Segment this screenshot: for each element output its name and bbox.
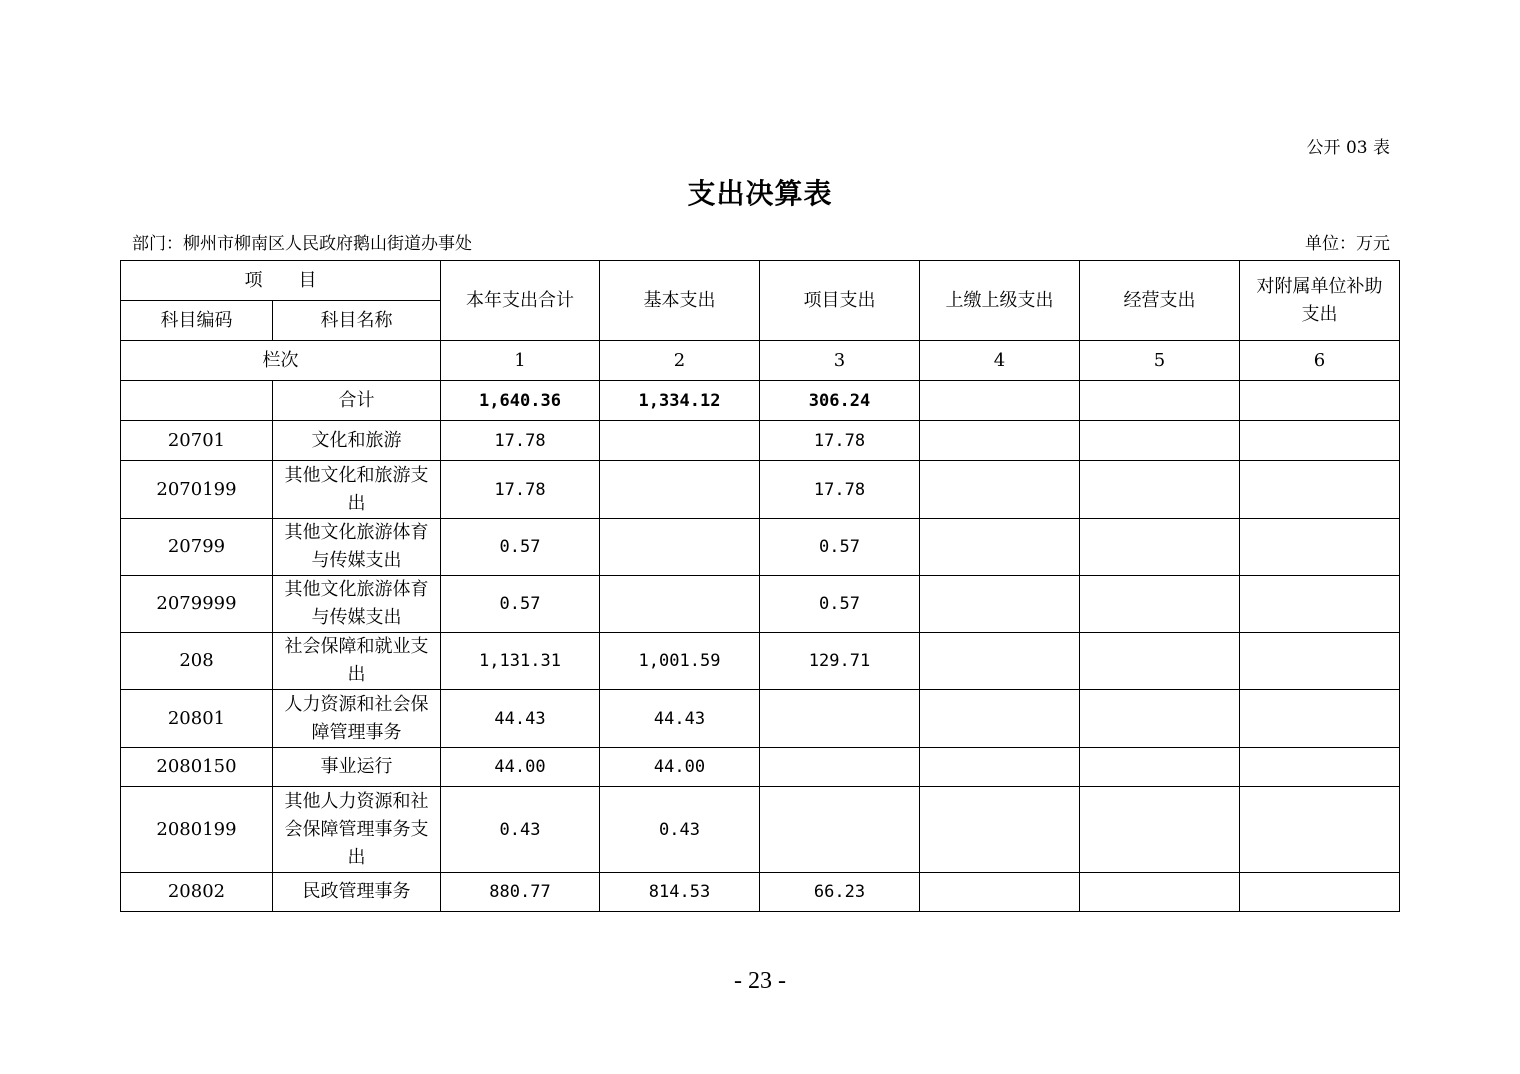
cell-subsidy [1240, 576, 1400, 633]
cell-code: 2080150 [121, 748, 273, 787]
cell-total: 0.57 [441, 519, 600, 576]
cell-subsidy [1240, 748, 1400, 787]
cell-code: 20799 [121, 519, 273, 576]
cell-project: 0.57 [760, 519, 920, 576]
cell-total: 17.78 [441, 461, 600, 519]
cell-name: 文化和旅游 [273, 421, 441, 461]
header-basic: 基本支出 [600, 261, 760, 341]
cell-total: 0.57 [441, 576, 600, 633]
table-row [121, 633, 1400, 690]
cell-total: 1,131.31 [441, 633, 600, 690]
col-number: 3 [760, 341, 920, 381]
col-number: 1 [441, 341, 600, 381]
unit-label: 单位：万元 [1305, 234, 1390, 254]
cell-name: 人力资源和社会保障管理事务 [273, 690, 441, 748]
cell-business [1080, 633, 1240, 690]
cell-subsidy [1240, 690, 1400, 748]
col-number: 2 [600, 341, 760, 381]
header-total: 本年支出合计 [441, 261, 600, 341]
page-number: - 23 - [734, 968, 786, 994]
cell-superior [920, 873, 1080, 912]
cell-business [1080, 690, 1240, 748]
cell-subsidy [1240, 787, 1400, 873]
summary-code-cell [121, 381, 273, 421]
cell-subsidy [1240, 421, 1400, 461]
cell-basic: 814.53 [600, 873, 760, 912]
cell-basic [600, 461, 760, 519]
header-business: 经营支出 [1080, 261, 1240, 341]
cell-code: 2080199 [121, 787, 273, 873]
header-row-1 [121, 261, 1400, 301]
cell-total: 44.00 [441, 748, 600, 787]
cell-basic: 44.43 [600, 690, 760, 748]
cell-project: 17.78 [760, 421, 920, 461]
cell-subsidy [1240, 873, 1400, 912]
cell-project: 66.23 [760, 873, 920, 912]
cell-business [1080, 787, 1240, 873]
cell-basic: 0.43 [600, 787, 760, 873]
cell-project: 17.78 [760, 461, 920, 519]
summary-superior [920, 381, 1080, 421]
cell-project: 0.57 [760, 576, 920, 633]
cell-basic: 1,001.59 [600, 633, 760, 690]
summary-project: 306.24 [760, 381, 920, 421]
cell-name: 其他人力资源和社会保障管理事务支出 [273, 787, 441, 873]
row-label: 栏次 [121, 341, 441, 381]
cell-business [1080, 519, 1240, 576]
summary-business [1080, 381, 1240, 421]
table-row [121, 461, 1400, 519]
cell-code: 208 [121, 633, 273, 690]
summary-row [121, 381, 1400, 421]
table-row [121, 519, 1400, 576]
cell-business [1080, 421, 1240, 461]
header-subsidy: 对附属单位补助支出 [1240, 261, 1400, 341]
cell-total: 44.43 [441, 690, 600, 748]
cell-name: 事业运行 [273, 748, 441, 787]
header-item: 项 目 [121, 261, 441, 301]
cell-business [1080, 576, 1240, 633]
cell-business [1080, 461, 1240, 519]
cell-project [760, 787, 920, 873]
cell-code: 20801 [121, 690, 273, 748]
cell-name: 其他文化旅游体育与传媒支出 [273, 576, 441, 633]
cell-superior [920, 690, 1080, 748]
page-title: 支出决算表 [687, 177, 833, 210]
table-row [121, 690, 1400, 748]
cell-project [760, 748, 920, 787]
summary-basic: 1,334.12 [600, 381, 760, 421]
table-row [121, 576, 1400, 633]
cell-name: 民政管理事务 [273, 873, 441, 912]
cell-code: 20802 [121, 873, 273, 912]
table-row [121, 873, 1400, 912]
column-number-row [121, 341, 1400, 381]
cell-name: 社会保障和就业支出 [273, 633, 441, 690]
cell-superior [920, 748, 1080, 787]
cell-total: 0.43 [441, 787, 600, 873]
cell-superior [920, 461, 1080, 519]
cell-total: 880.77 [441, 873, 600, 912]
col-number: 6 [1240, 341, 1400, 381]
cell-basic [600, 576, 760, 633]
cell-superior [920, 519, 1080, 576]
cell-name: 其他文化旅游体育与传媒支出 [273, 519, 441, 576]
cell-business [1080, 748, 1240, 787]
cell-code: 2070199 [121, 461, 273, 519]
cell-basic: 44.00 [600, 748, 760, 787]
cell-code: 20701 [121, 421, 273, 461]
form-number: 公开 03 表 [1306, 138, 1390, 158]
cell-subsidy [1240, 519, 1400, 576]
col-number: 5 [1080, 341, 1240, 381]
summary-subsidy [1240, 381, 1400, 421]
cell-superior [920, 633, 1080, 690]
cell-superior [920, 787, 1080, 873]
header-code: 科目编码 [121, 301, 273, 341]
summary-label: 合计 [273, 381, 441, 421]
department-label: 部门：柳州市柳南区人民政府鹅山街道办事处 [132, 234, 472, 254]
cell-superior [920, 421, 1080, 461]
cell-basic [600, 519, 760, 576]
cell-business [1080, 873, 1240, 912]
cell-project [760, 690, 920, 748]
expenditure-table [120, 260, 1400, 912]
table-body [121, 261, 1400, 912]
cell-basic [600, 421, 760, 461]
cell-project: 129.71 [760, 633, 920, 690]
cell-name: 其他文化和旅游支出 [273, 461, 441, 519]
cell-subsidy [1240, 461, 1400, 519]
header-superior: 上缴上级支出 [920, 261, 1080, 341]
header-name: 科目名称 [273, 301, 441, 341]
table-row [121, 787, 1400, 873]
cell-total: 17.78 [441, 421, 600, 461]
header-project: 项目支出 [760, 261, 920, 341]
table-row [121, 421, 1400, 461]
table-row [121, 748, 1400, 787]
cell-subsidy [1240, 633, 1400, 690]
cell-superior [920, 576, 1080, 633]
col-number: 4 [920, 341, 1080, 381]
cell-code: 2079999 [121, 576, 273, 633]
summary-total: 1,640.36 [441, 381, 600, 421]
